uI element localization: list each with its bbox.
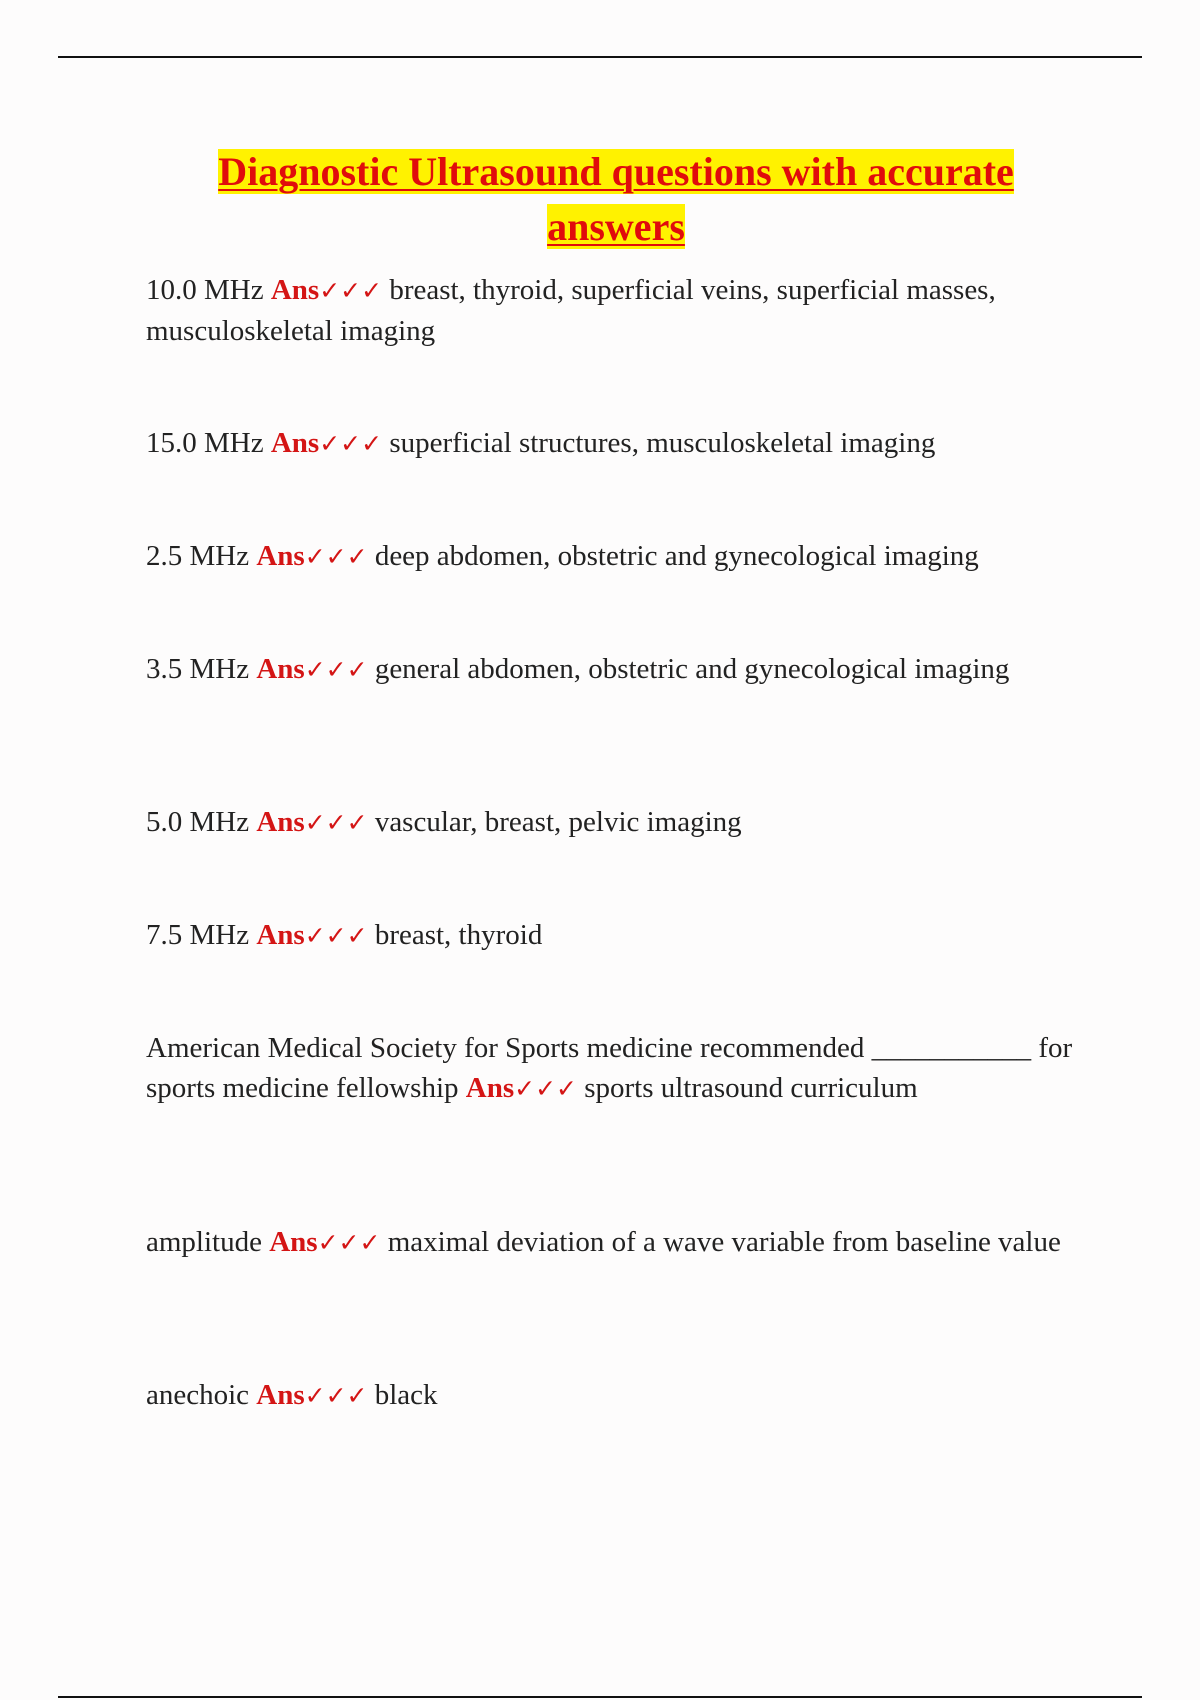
- checkmark-icon: ✓✓✓: [304, 542, 368, 571]
- checkmark-icon: ✓✓✓: [319, 429, 383, 458]
- answer-text: black: [374, 1379, 438, 1411]
- checkmark-icon: ✓✓✓: [304, 808, 368, 837]
- answer-text: superficial structures, musculoskeletal imaging: [389, 427, 936, 459]
- checkmark-icon: ✓✓✓: [317, 1228, 381, 1257]
- question-text: 15.0 MHz: [146, 427, 264, 459]
- question-text: American Medical Society for Sports medicine recommended ___________ for sports medicine fellowship: [146, 1032, 1073, 1104]
- page-title: [146, 144, 1086, 254]
- answer-text: deep abdomen, obstetric and gynecological imaging: [374, 540, 979, 572]
- answer-text: general abdomen, obstetric and gynecological imaging: [374, 653, 1010, 685]
- ans-label: Ans: [256, 540, 305, 572]
- question-text: anechoic: [146, 1379, 250, 1411]
- ans-label: Ans: [269, 1226, 318, 1258]
- qa-entry: [146, 649, 1096, 690]
- question-text: amplitude: [146, 1226, 262, 1258]
- ans-label: Ans: [256, 806, 305, 838]
- qa-entry: [146, 536, 1096, 577]
- title-line-2: answers: [547, 204, 685, 249]
- ans-label: Ans: [465, 1072, 515, 1104]
- qa-entry: [146, 1028, 1096, 1109]
- checkmark-icon: ✓✓✓: [304, 1381, 368, 1410]
- question-text: 5.0 MHz: [146, 806, 250, 838]
- checkmark-icon: ✓✓✓: [304, 655, 368, 684]
- qa-entry: [146, 1222, 1096, 1263]
- footer-rule: [58, 1696, 1142, 1698]
- qa-entry: [146, 802, 1096, 843]
- answer-text: sports ultrasound curriculum: [584, 1072, 918, 1104]
- qa-entry: [146, 423, 1096, 464]
- ans-label: Ans: [256, 919, 305, 951]
- question-text: 10.0 MHz: [146, 274, 264, 306]
- title-line-1: Diagnostic Ultrasound questions with accurate: [218, 149, 1014, 194]
- qa-entry: [146, 915, 1096, 956]
- checkmark-icon: ✓✓✓: [514, 1074, 577, 1103]
- ans-label: Ans: [256, 653, 305, 685]
- checkmark-icon: ✓✓✓: [304, 921, 368, 950]
- ans-label: Ans: [270, 274, 320, 306]
- question-text: 3.5 MHz: [146, 653, 250, 685]
- question-text: 2.5 MHz: [146, 540, 250, 572]
- qa-entry: [146, 1375, 1096, 1416]
- ans-label: Ans: [270, 427, 320, 459]
- answer-text: breast, thyroid: [374, 919, 543, 951]
- question-text: 7.5 MHz: [146, 919, 250, 951]
- answer-text: vascular, breast, pelvic imaging: [374, 806, 742, 838]
- checkmark-icon: ✓✓✓: [319, 276, 383, 305]
- answer-text: breast, thyroid, superficial veins, superficial masses, musculoskeletal imaging: [146, 274, 996, 347]
- answer-text: maximal deviation of a wave variable from baseline value: [387, 1226, 1061, 1258]
- header-rule: [58, 56, 1142, 58]
- qa-entry: [146, 270, 1096, 351]
- ans-label: Ans: [256, 1379, 305, 1411]
